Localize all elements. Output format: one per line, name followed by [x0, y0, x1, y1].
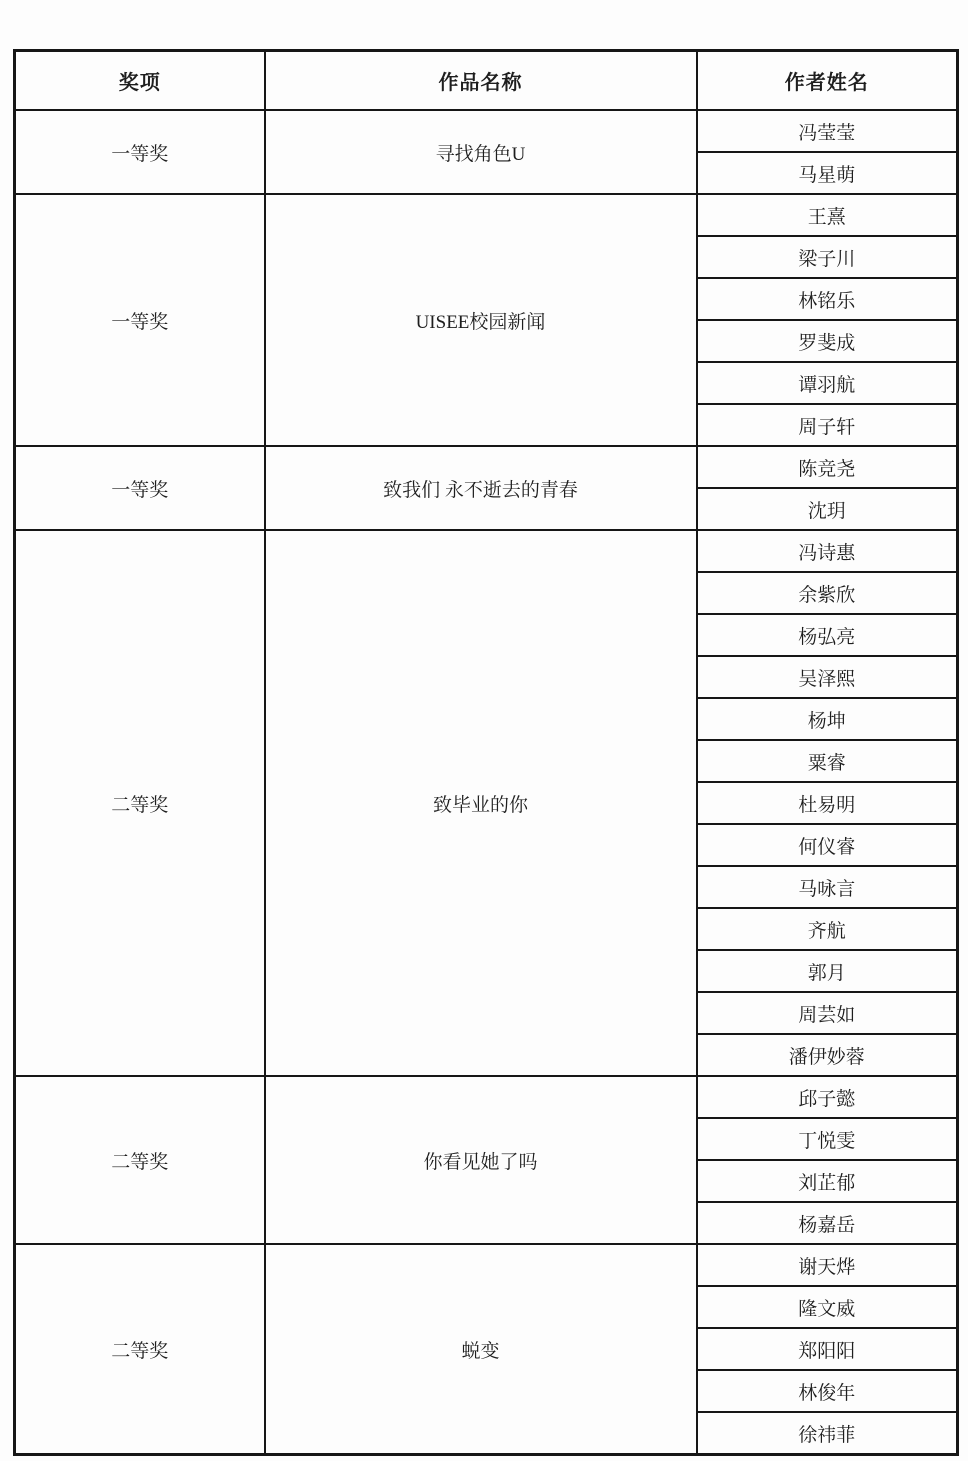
author-cell: 王熹 — [697, 194, 958, 236]
work-cell: UISEE校园新闻 — [265, 194, 697, 446]
author-cell: 梁子川 — [697, 236, 958, 278]
awards-table — [13, 49, 959, 1456]
table-row — [15, 194, 958, 236]
author-cell: 马星萌 — [697, 152, 958, 194]
work-cell: 致毕业的你 — [265, 530, 697, 1076]
author-cell: 冯诗惠 — [697, 530, 958, 572]
author-cell: 刘芷郁 — [697, 1160, 958, 1202]
author-cell: 何仪睿 — [697, 824, 958, 866]
author-cell: 潘伊妙蓉 — [697, 1034, 958, 1076]
author-cell: 周芸如 — [697, 992, 958, 1034]
award-cell: 一等奖 — [15, 446, 265, 530]
award-cell: 一等奖 — [15, 194, 265, 446]
header-cell-work: 作品名称 — [265, 51, 697, 111]
author-cell: 谢天烨 — [697, 1244, 958, 1286]
author-cell: 郭月 — [697, 950, 958, 992]
author-cell: 罗斐成 — [697, 320, 958, 362]
table-row — [15, 530, 958, 572]
award-cell: 二等奖 — [15, 530, 265, 1076]
header-cell-award: 奖项 — [15, 51, 265, 111]
work-cell: 蜕变 — [265, 1244, 697, 1455]
award-cell: 二等奖 — [15, 1076, 265, 1244]
author-cell: 马咏言 — [697, 866, 958, 908]
table-row — [15, 110, 958, 152]
author-cell: 杨弘亮 — [697, 614, 958, 656]
header-cell-authors: 作者姓名 — [697, 51, 958, 111]
author-cell: 林俊年 — [697, 1370, 958, 1412]
work-cell: 你看见她了吗 — [265, 1076, 697, 1244]
author-cell: 杨坤 — [697, 698, 958, 740]
work-cell: 致我们 永不逝去的青春 — [265, 446, 697, 530]
author-cell: 杜易明 — [697, 782, 958, 824]
table-row — [15, 446, 958, 488]
award-cell: 一等奖 — [15, 110, 265, 194]
author-cell: 吴泽熙 — [697, 656, 958, 698]
author-cell: 郑阳阳 — [697, 1328, 958, 1370]
author-cell: 丁悦雯 — [697, 1118, 958, 1160]
table-body — [15, 110, 958, 1455]
award-cell: 二等奖 — [15, 1244, 265, 1455]
author-cell: 杨嘉岳 — [697, 1202, 958, 1244]
header-row — [15, 51, 958, 111]
author-cell: 徐祎菲 — [697, 1412, 958, 1455]
author-cell: 沈玥 — [697, 488, 958, 530]
author-cell: 隆文威 — [697, 1286, 958, 1328]
author-cell: 冯莹莹 — [697, 110, 958, 152]
author-cell: 陈竞尧 — [697, 446, 958, 488]
author-cell: 余紫欣 — [697, 572, 958, 614]
author-cell: 粟睿 — [697, 740, 958, 782]
table-header — [15, 51, 958, 111]
work-cell: 寻找角色U — [265, 110, 697, 194]
author-cell: 周子轩 — [697, 404, 958, 446]
author-cell: 邱子懿 — [697, 1076, 958, 1118]
table-row — [15, 1076, 958, 1118]
author-cell: 谭羽航 — [697, 362, 958, 404]
author-cell: 齐航 — [697, 908, 958, 950]
table-row — [15, 1244, 958, 1286]
author-cell: 林铭乐 — [697, 278, 958, 320]
